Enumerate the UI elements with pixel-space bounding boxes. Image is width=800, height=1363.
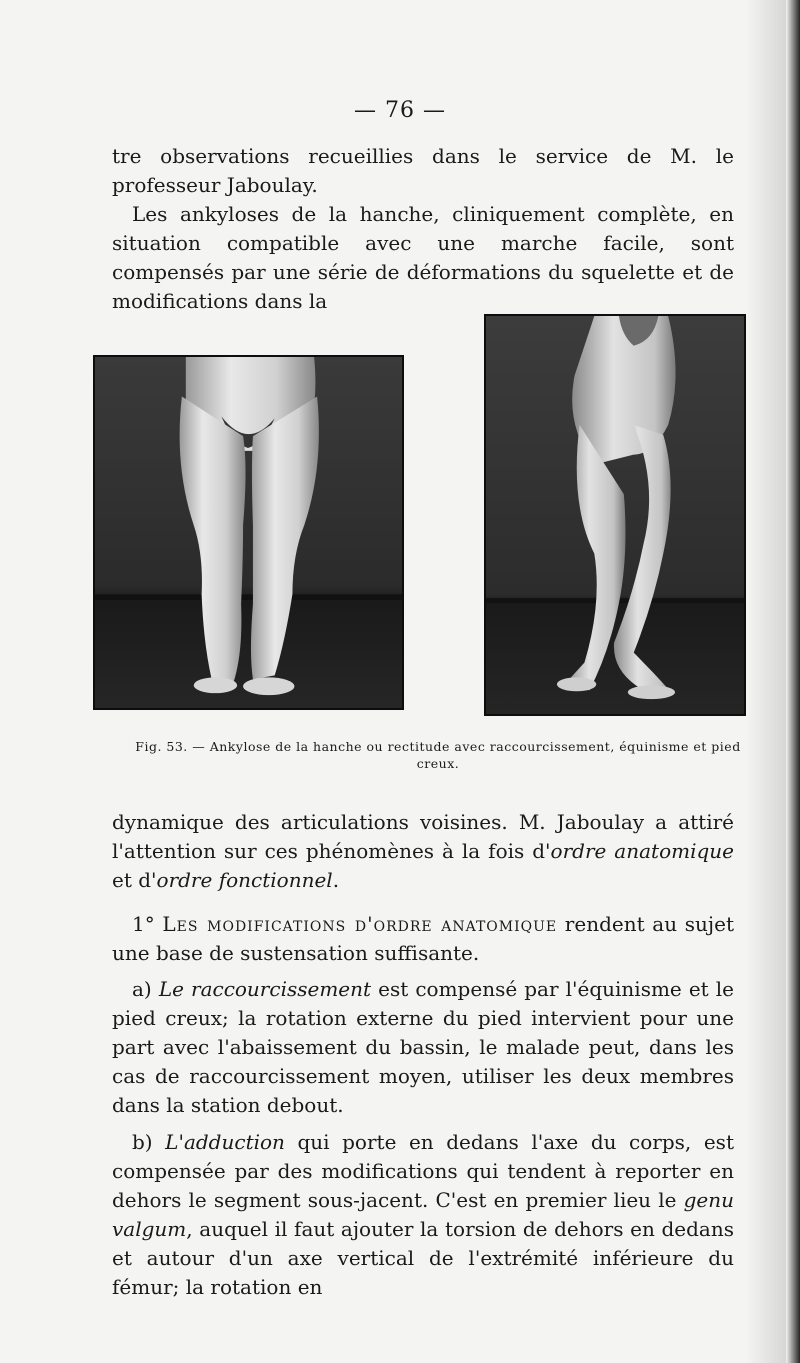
paragraph-3-end: .: [332, 868, 340, 892]
paragraph-6: [112, 1128, 734, 1302]
paragraph-2: Les ankyloses de la hanche, cliniquement complète, en situation compatible avec une marche facile, sont compensés par une série de déformations du squelette et de modifications dans la: [112, 202, 734, 313]
page-edge-shadow: [786, 0, 800, 1363]
paragraph-3-text: dynamique des articulations voisines. M. Jaboulay a attiré l'attention sur ces phénomènes à la fois d': [112, 810, 734, 863]
page-number: — 76 —: [354, 98, 446, 123]
item-b-label: b): [132, 1130, 166, 1154]
photo-lateral-view: [484, 314, 746, 716]
paragraph-4-text: rendent au sujet une base de sustensation suffisante.: [112, 912, 734, 965]
paragraph-6-mid: qui porte en dedans l'axe du corps, est compensée par des modifications qui tendent à reporter en dehors le segment sous-jacent. C'est en premier lieu le: [112, 1130, 734, 1212]
section-heading: Les modifications d'ordre anatomique: [162, 912, 558, 936]
emphasis-ordre-fonctionnel: ordre fonctionnel: [156, 868, 333, 892]
paragraph-5: [112, 975, 734, 1120]
page-gutter-shadow: [746, 0, 786, 1363]
paragraph-4: [112, 910, 734, 968]
emphasis-ordre-anatomique: ordre anatomique: [550, 839, 734, 863]
photo-frontal-view: [93, 355, 404, 710]
emphasis-raccourcissement: Le raccourcissement: [158, 977, 372, 1001]
section-number: 1°: [132, 912, 163, 936]
paragraph-5-text: est compensé par l'équinisme et le pied creux; la rotation externe du pied intervient pour une part avec l'abaissement du bassin, le malade peut, dans les cas de raccourcissement moyen, utiliser les deux membres dans la station debout.: [112, 977, 735, 1117]
paragraph-6-text: , auquel il faut ajouter la torsion de dehors en dedans et autour d'un axe vertical de l'extrémité inférieure du fémur; la rotation en: [112, 1217, 734, 1299]
paragraph-1: tre observations recueillies dans le service de M. le professeur Jaboulay.: [112, 144, 734, 197]
figure-caption: Fig. 53. — Ankylose de la hanche ou rectitude avec raccourcissement, équinisme et pied creux.: [135, 739, 741, 771]
emphasis-genu-valgum: genu valgum: [112, 1188, 734, 1241]
item-a-label: a): [132, 977, 159, 1001]
emphasis-adduction: L'adduction: [165, 1130, 285, 1154]
paragraph-3: [112, 808, 734, 895]
paragraph-3-mid: et d': [112, 868, 157, 892]
